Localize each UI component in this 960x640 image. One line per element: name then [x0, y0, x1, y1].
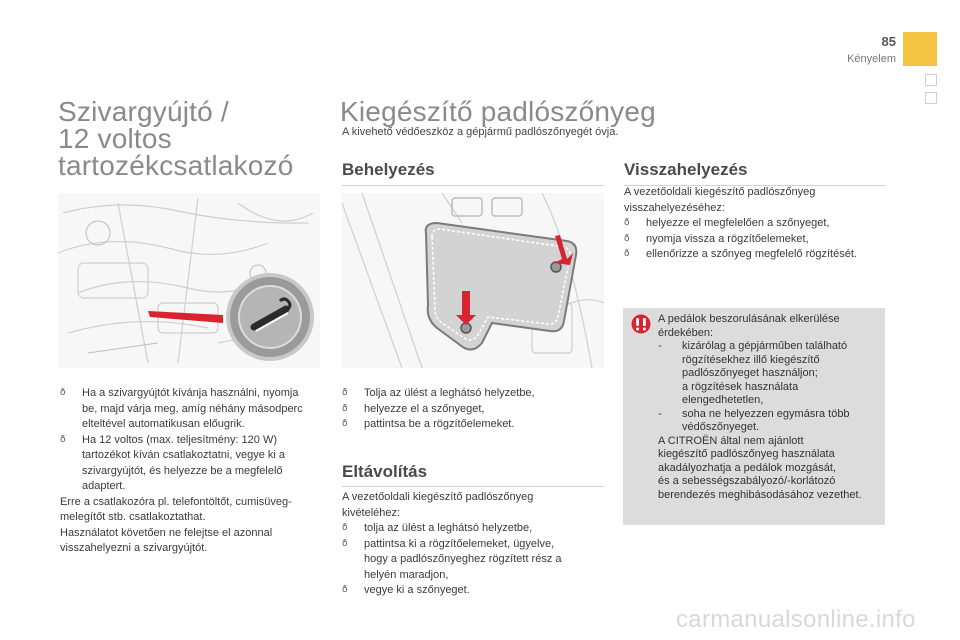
section-divider — [342, 486, 604, 487]
lighter-illustration — [58, 193, 320, 368]
lighter-title-line: 12 voltos — [58, 123, 172, 154]
chapter-tab-empty-1[interactable] — [925, 74, 937, 86]
watermark[interactable]: carmanualsonline.info — [676, 606, 916, 633]
mat-subtitle: A kivehető védőeszköz a gépjármű padlószőnyegét óvja. — [342, 126, 619, 138]
list-item: ð Ha a szivargyújtót kívánja használni, nyomja be, majd várja meg, amíg néhány másodperc elteltével automatikusan előugrik. — [60, 386, 330, 433]
section-heading-remove: Eltávolítás — [342, 462, 428, 481]
list-item: ð Tolja az ülést a leghátsó helyzetbe, — [342, 386, 604, 402]
insert-steps — [342, 386, 604, 433]
lighter-title-line: tartozékcsatlakozó — [58, 150, 294, 181]
list-item: ð pattintsa ki a rögzítőelemeket, ügyelve, hogy a padlószőnyeghez rögzített rész a helyén maradjon, — [342, 537, 604, 584]
lighter-note: Erre a csatlakozóra pl. telefontöltőt, cumisüveg- melegítőt stb. csatlakoztathat. Használatot követően ne felejtse el azonnal visszahelyezni a szivargyújtót. — [60, 495, 292, 554]
lighter-title — [58, 98, 328, 179]
chapter-tab[interactable] — [903, 32, 937, 66]
section-heading-refit: Visszahelyezés — [624, 160, 748, 179]
list-item: - soha ne helyezzen egymásra több védőszőnyeget. — [658, 407, 850, 433]
mat-title: Kiegészítő padlószőnyeg — [340, 96, 656, 127]
remove-steps: A vezetőoldali kiegészítő padlószőnyeg kivételéhez: ð tolja az ülést a leghátsó helyzetbe, ð pattintsa ki a rögzítőelemeket, ügyelve, hogy a padlószőnyeghez rögzített rész a helyén maradjon, ð vegye ki a szőnyeget. — [342, 490, 604, 599]
list-item: ð helyezze el a szőnyeget, — [342, 402, 604, 418]
chapter-tab-empty-2[interactable] — [925, 92, 937, 104]
warning-exclamation-icon — [631, 314, 651, 334]
section-heading-insert: Behelyezés — [342, 160, 435, 179]
page-number: 85 — [881, 34, 896, 49]
floor-mat-illustration — [342, 193, 604, 368]
list-item: ð ellenőrizze a szőnyeg megfelelő rögzítését. — [624, 247, 894, 263]
section-name: Kényelem — [847, 53, 896, 65]
cigarette-lighter-icon — [238, 285, 302, 349]
list-item: - kizárólag a gépjárműben található rögzítésekhez illő kiegészítő padlószőnyeget használjon; a rögzítések használata elengedhetetlen, — [658, 340, 848, 406]
refit-steps: A vezetőoldali kiegészítő padlószőnyeg visszahelyezéséhez: ð helyezze el megfelelően a szőnyeget, ð nyomja vissza a rögzítőelemeket, ð ellenőrizze a szőnyeg megfelelő rögzítését. — [624, 185, 894, 263]
list-item: ð helyezze el megfelelően a szőnyeget, — [624, 216, 894, 232]
lighter-knob — [226, 273, 314, 361]
list-item: ð pattintsa be a rögzítőelemeket. — [342, 417, 604, 433]
list-item: ð nyomja vissza a rögzítőelemeket, — [624, 232, 894, 248]
lighter-instructions — [60, 386, 330, 557]
list-item: ð tolja az ülést a leghátsó helyzetbe, — [342, 521, 604, 537]
list-item: ð Ha 12 voltos (max. teljesítmény: 120 W) tartozékot kíván csatlakoztatni, vegye ki a szivargyújtót, és helyezze be a megfelelő adaptert. — [60, 433, 330, 495]
lighter-title-line: Szivargyújtó / — [58, 96, 229, 127]
section-divider — [342, 185, 604, 186]
warning-text: A pedálok beszorulásának elkerülése érdekében: - kizárólag a gépjárműben található rögzítésekhez illő kiegészítő padlószőnyeget használjon; a rögzítések használata elengedhetetlen, - soha ne helyezzen egymásra több védőszőnyeget. A CITROËN által nem ajánlott kiegészítő padlószőnyeg használata akadályozhatja a pedálok mozgását, és a sebességszabályozó/-korlátozó berendezés meghibásodásához vezethet. — [658, 313, 883, 502]
list-item: ð vegye ki a szőnyeget. — [342, 583, 604, 599]
